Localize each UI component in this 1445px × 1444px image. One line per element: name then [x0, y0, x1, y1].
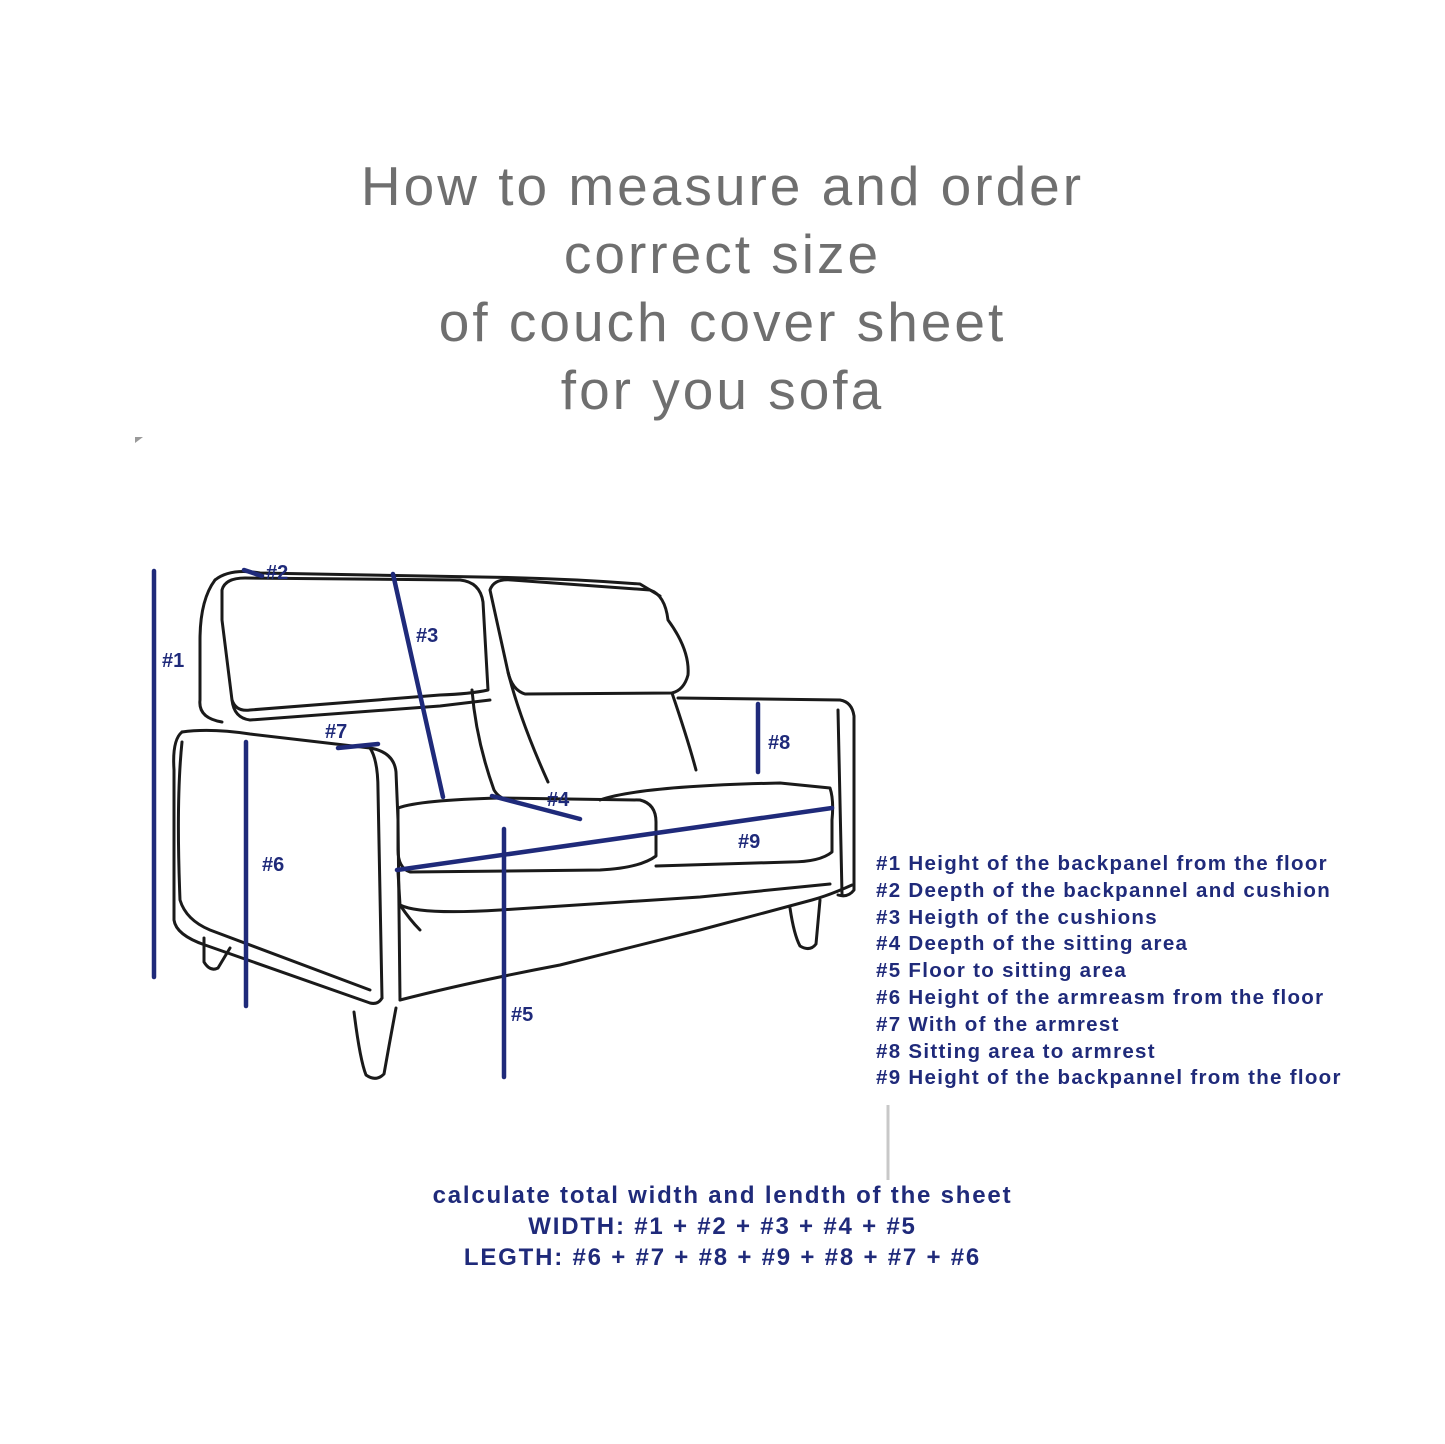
size-formula [0, 1180, 1445, 1273]
formula-length: LEGTH: #6 + #7 + #8 + #9 + #8 + #7 + #6 [463, 1244, 982, 1271]
sofa-outline [174, 572, 854, 1079]
measure-label-1: #1 [162, 650, 185, 672]
legend-item-2: #2 Deepth of the backpannel and cushion [876, 878, 1332, 902]
legend-item-1: #1 Height of the backpanel from the floor [876, 852, 1328, 875]
leg-front-left [354, 1008, 396, 1078]
title-line-3: of couch cover sheet [438, 291, 1007, 353]
legend-item-9: #9 Height of the backpannel from the floor [876, 1066, 1342, 1090]
leg-back-left [204, 938, 230, 969]
back-cushion-left [222, 578, 488, 710]
measure-lines [154, 570, 832, 1077]
title-line-4: for you sofa [560, 359, 885, 421]
measure-label-6: #6 [262, 854, 285, 876]
measure-line-3 [393, 574, 443, 797]
measure-label-8: #8 [768, 732, 791, 754]
back-frame-left [200, 580, 222, 722]
measure-line-9 [397, 808, 832, 870]
legend-item-7: #7 With of the armrest [876, 1012, 1120, 1036]
leg-front-right [790, 900, 820, 949]
legend-item-5: #5 Floor to sitting area [876, 959, 1128, 983]
legend-item-8: #8 Sitting area to armrest [876, 1039, 1156, 1063]
measure-label-7: #7 [325, 721, 348, 743]
title-line-1: How to measure and order [360, 155, 1085, 217]
legend-item-6: #6 Height of the armreasm from the floor [876, 985, 1325, 1009]
measure-line-2 [244, 570, 262, 576]
formula-width: WIDTH: #1 + #2 + #3 + #4 + #5 [528, 1213, 917, 1240]
measure-label-4: #4 [547, 789, 570, 811]
seat-cushion-left [398, 798, 656, 872]
back-cushion-right [490, 580, 688, 694]
measurement-legend [876, 851, 1342, 1092]
stray-mark [135, 437, 143, 443]
legend-item-4: #4 Deepth of the sitting area [876, 932, 1189, 956]
measure-label-5: #5 [511, 1004, 534, 1026]
measure-label-3: #3 [416, 625, 439, 647]
title-line-2: correct size [563, 223, 882, 285]
right-arm [678, 698, 854, 896]
formula-intro: calculate total width and lendth of the sheet [432, 1182, 1013, 1209]
measure-label-9: #9 [738, 831, 761, 853]
legend-item-3: #3 Heigth of the cushions [876, 905, 1158, 929]
measure-label-2: #2 [266, 562, 289, 584]
